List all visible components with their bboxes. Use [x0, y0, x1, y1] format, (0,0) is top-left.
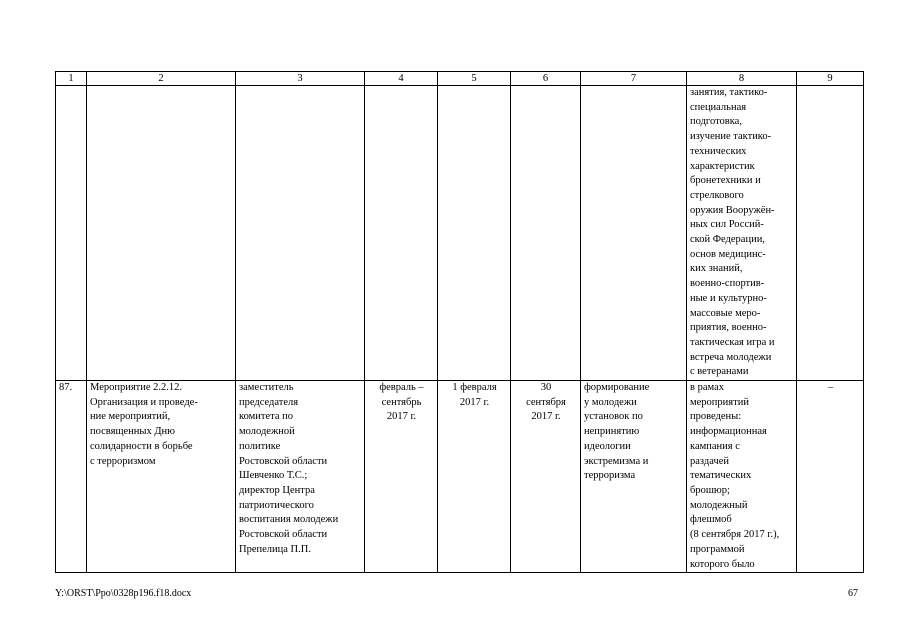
header-cell-7: 7: [581, 72, 687, 86]
cell-empty: [438, 86, 511, 381]
table-row-87: [56, 381, 864, 573]
cell-end-date: 30 сентября 2017 г.: [511, 381, 581, 573]
cell-row-number: 87.: [56, 381, 87, 573]
header-cell-8: 8: [687, 72, 797, 86]
cell-start-date: 1 февраля 2017 г.: [438, 381, 511, 573]
header-cell-6: 6: [511, 72, 581, 86]
cell-notes: –: [797, 381, 864, 573]
cell-empty: [365, 86, 438, 381]
column-number-header: [56, 72, 864, 86]
report-table: [55, 71, 864, 573]
header-cell-9: 9: [797, 72, 864, 86]
cell-empty: [56, 86, 87, 381]
cell-expected-result: формирование у молодежи установок по непринятию идеологии экстремизма и терроризма: [581, 381, 687, 573]
header-cell-2: 2: [87, 72, 236, 86]
cell-empty: [797, 86, 864, 381]
header-cell-3: 3: [236, 72, 365, 86]
header-cell-4: 4: [365, 72, 438, 86]
header-cell-1: 1: [56, 72, 87, 86]
cell-actual-result: в рамах мероприятий проведены: информационная кампания с раздачей тематических брошюр; молодежный флешмоб (8 сентября 2017 г.), программой которого было: [687, 381, 797, 573]
cell-empty: [236, 86, 365, 381]
cell-period: февраль – сентябрь 2017 г.: [365, 381, 438, 573]
cell-empty: [581, 86, 687, 381]
cell-event-name: Мероприятие 2.2.12. Организация и проведе- ние мероприятий, посвященных Дню солидарности в борьбе с терроризмом: [87, 381, 236, 573]
cell-results-continued: занятия, тактико- специальная подготовка, изучение тактико- технических характеристик бронетехники и стрелкового оружия Вооружён- ных сил Россий- ской Федерации, основ медицинс- ких знаний, военно-спортив- ные и культурно- массовые меро- приятия, военно- тактическая игра и встреча молодежи с ветеранами: [687, 86, 797, 381]
table-row-continuation: [56, 86, 864, 381]
cell-empty: [511, 86, 581, 381]
cell-empty: [87, 86, 236, 381]
cell-responsible: заместитель председателя комитета по молодежной политике Ростовской области Шевченко Т.С.; директор Центра патриотического воспитания молодежи Ростовской области Препелица П.П.: [236, 381, 365, 573]
footer-page-number: 67: [848, 588, 858, 599]
footer-file-path: Y:\ORST\Ppo\0328p196.f18.docx: [55, 588, 192, 599]
header-cell-5: 5: [438, 72, 511, 86]
